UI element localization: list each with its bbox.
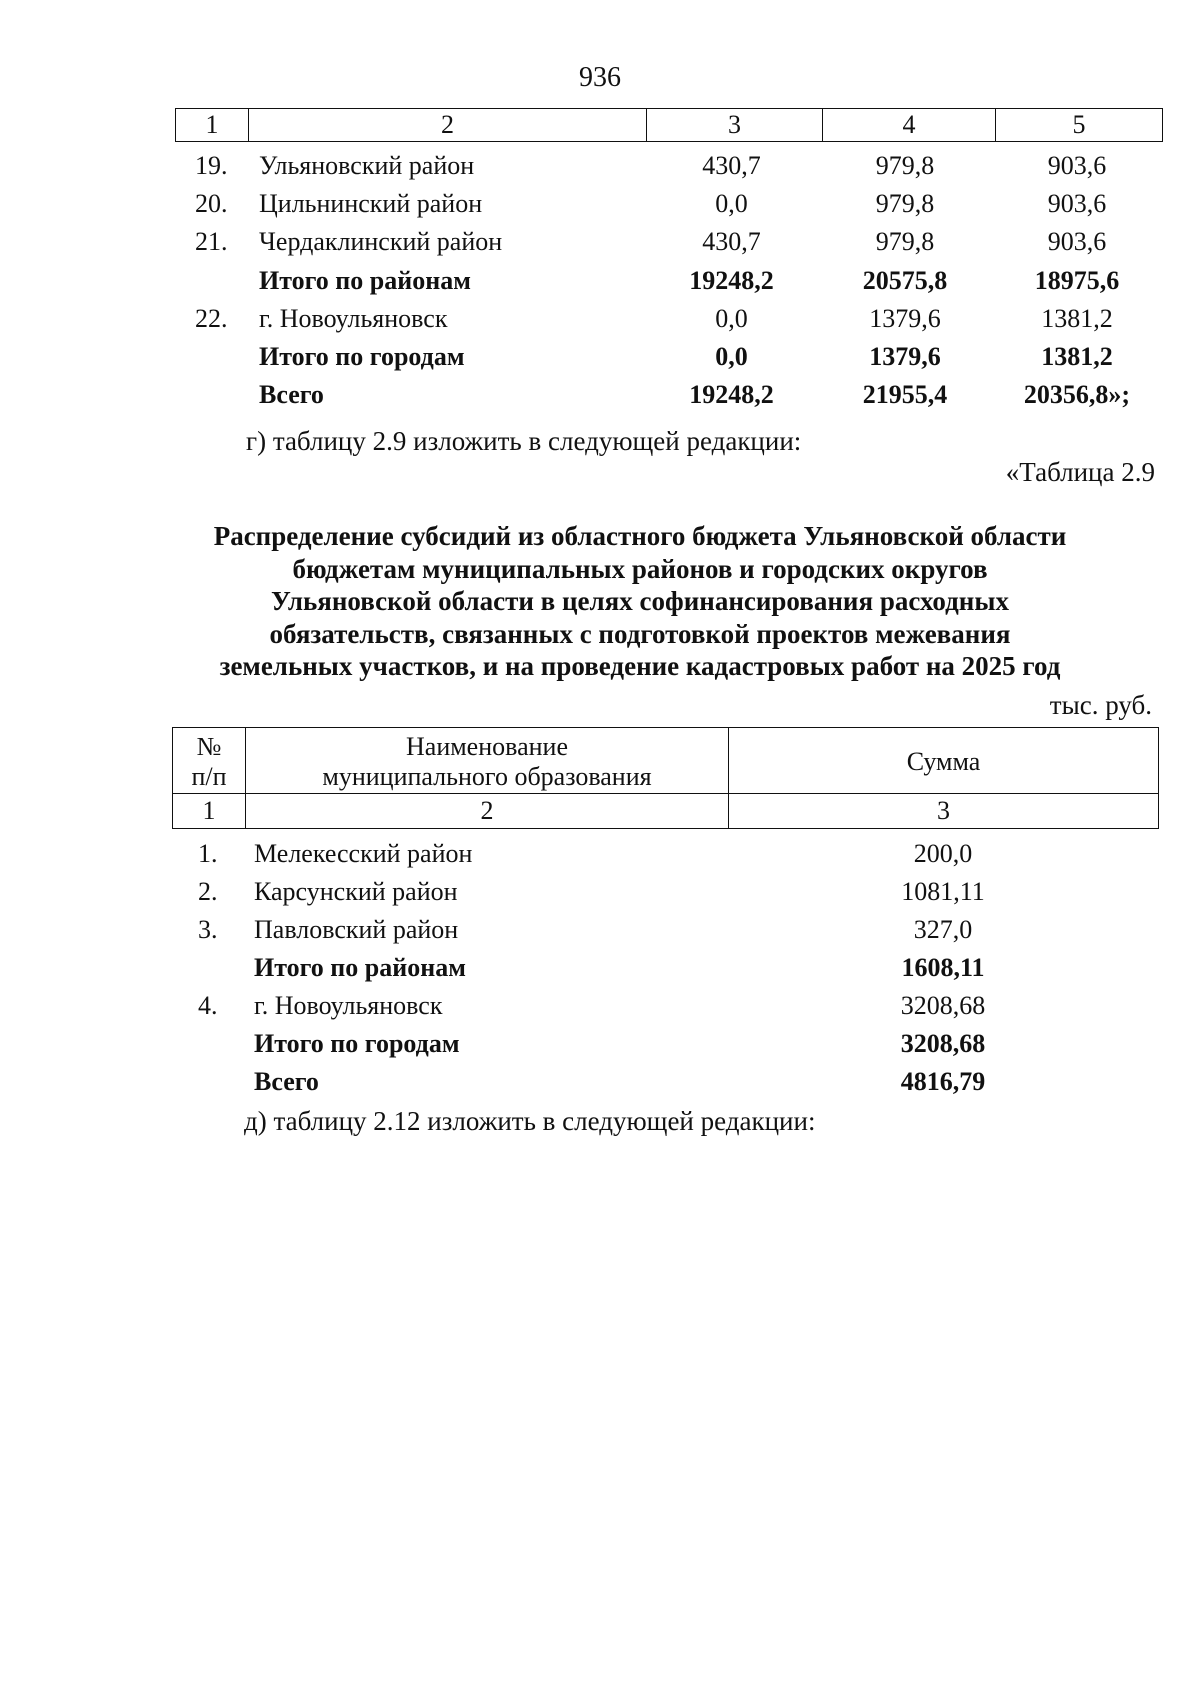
table2-row [172, 835, 1159, 873]
row-number: 2. [198, 877, 218, 906]
row-value-3: 430,7 [702, 227, 761, 256]
row-name: Итого по городам [259, 342, 465, 371]
table2-header [172, 727, 1159, 829]
row-name: Всего [254, 1067, 319, 1096]
row-sum: 3208,68 [900, 991, 986, 1020]
row-value-3: 0,0 [715, 304, 748, 333]
table1-row [175, 223, 1163, 261]
paragraph-g: г) таблицу 2.9 изложить в следующей редакции: [246, 426, 802, 456]
row-value-5: 903,6 [1047, 189, 1107, 218]
table2-row [172, 873, 1159, 911]
title-line: земельных участков, и на проведение кадастровых работ на 2025 год [219, 651, 1061, 681]
row-number: 21. [195, 227, 228, 256]
row-name: Карсунский район [254, 877, 458, 906]
table1-subtotal-row [175, 338, 1163, 376]
row-name: Цильнинский район [259, 189, 483, 218]
table1-row [175, 185, 1163, 223]
row-value-5: 903,6 [1047, 227, 1107, 256]
row-name: г. Новоульяновск [259, 304, 448, 333]
table1-col-1: 1 [205, 110, 219, 139]
row-name: Итого по городам [254, 1029, 460, 1058]
row-number: 1. [198, 839, 218, 868]
table2-col-2: 2 [245, 794, 728, 828]
row-value-5: 20356,8»; [1023, 380, 1131, 409]
row-value-5: 18975,6 [1034, 266, 1120, 295]
row-value-5: 1381,2 [1041, 342, 1113, 371]
title-line: бюджетам муниципальных районов и городских округов [292, 553, 988, 584]
row-value-5: 903,6 [1047, 151, 1107, 180]
table2-row [172, 911, 1159, 949]
table1-row [175, 300, 1163, 338]
table2-subtotal-row [172, 949, 1159, 987]
header-sum-label: Сумма [906, 746, 981, 776]
row-sum: 1081,11 [901, 877, 985, 906]
title-line: обязательств, связанных с подготовкой проектов межевания [269, 618, 1011, 649]
row-sum: 1608,11 [901, 953, 985, 982]
row-value-4: 20575,8 [862, 266, 948, 295]
row-value-4: 21955,4 [862, 380, 948, 409]
table2-total-row [172, 1063, 1159, 1101]
row-number: 22. [195, 304, 228, 333]
table1-col-3: 3 [646, 109, 822, 141]
row-sum: 200,0 [913, 839, 973, 868]
row-name: Всего [259, 380, 324, 409]
title-line: Ульяновской области в целях софинансирования расходных [271, 586, 1009, 616]
row-name: Итого по районам [254, 953, 466, 982]
row-sum: 3208,68 [900, 1029, 986, 1058]
row-value-3: 0,0 [715, 189, 748, 218]
row-value-3: 430,7 [702, 151, 761, 180]
row-number: 20. [195, 189, 228, 218]
row-name: Павловский район [254, 915, 459, 944]
row-name: г. Новоульяновск [254, 991, 443, 1020]
page-number: 936 [579, 62, 621, 93]
table1-col-5: 5 [995, 109, 1162, 141]
row-name: Ульяновский район [259, 151, 475, 180]
header-name-line2: муниципального образования [322, 761, 652, 791]
table2-title [150, 520, 1130, 683]
row-value-4: 979,8 [875, 227, 935, 256]
row-number: 19. [195, 151, 228, 180]
row-number: 3. [198, 915, 218, 944]
row-value-4: 1379,6 [869, 304, 941, 333]
table1-total-row [175, 376, 1163, 414]
row-value-4: 1379,6 [869, 342, 941, 371]
row-number: 4. [198, 991, 218, 1020]
table1-subtotal-row [175, 262, 1163, 300]
header-number [173, 728, 245, 793]
header-sum [728, 728, 1158, 793]
table1-col-4: 4 [822, 109, 995, 141]
row-value-4: 979,8 [875, 151, 935, 180]
row-sum: 327,0 [913, 915, 973, 944]
row-value-3: 19248,2 [689, 380, 774, 409]
row-sum: 4816,79 [900, 1067, 986, 1096]
table2-row [172, 987, 1159, 1025]
header-number-line2: п/п [191, 761, 227, 791]
row-value-3: 0,0 [715, 342, 748, 371]
table2-col-1: 1 [202, 796, 216, 825]
header-name [245, 728, 728, 793]
table2-col-3: 3 [728, 794, 1158, 828]
table2-subtotal-row [172, 1025, 1159, 1063]
row-name: Чердаклинский район [259, 227, 503, 256]
row-value-3: 19248,2 [689, 266, 774, 295]
header-number-line1: № [196, 731, 222, 761]
table1-row [175, 147, 1163, 185]
table1-col-2: 2 [248, 109, 646, 141]
units-label: тыс. руб. [1049, 690, 1152, 720]
paragraph-d: д) таблицу 2.12 изложить в следующей редакции: [244, 1106, 816, 1136]
table1-header [175, 108, 1163, 142]
table-label: «Таблица 2.9 [1005, 457, 1155, 487]
row-name: Итого по районам [259, 266, 471, 295]
row-value-5: 1381,2 [1041, 304, 1113, 333]
title-line: Распределение субсидий из областного бюджета Ульяновской области [213, 521, 1067, 551]
row-name: Мелекесский район [254, 839, 473, 868]
header-name-line1: Наименование [406, 731, 568, 761]
row-value-4: 979,8 [875, 189, 935, 218]
